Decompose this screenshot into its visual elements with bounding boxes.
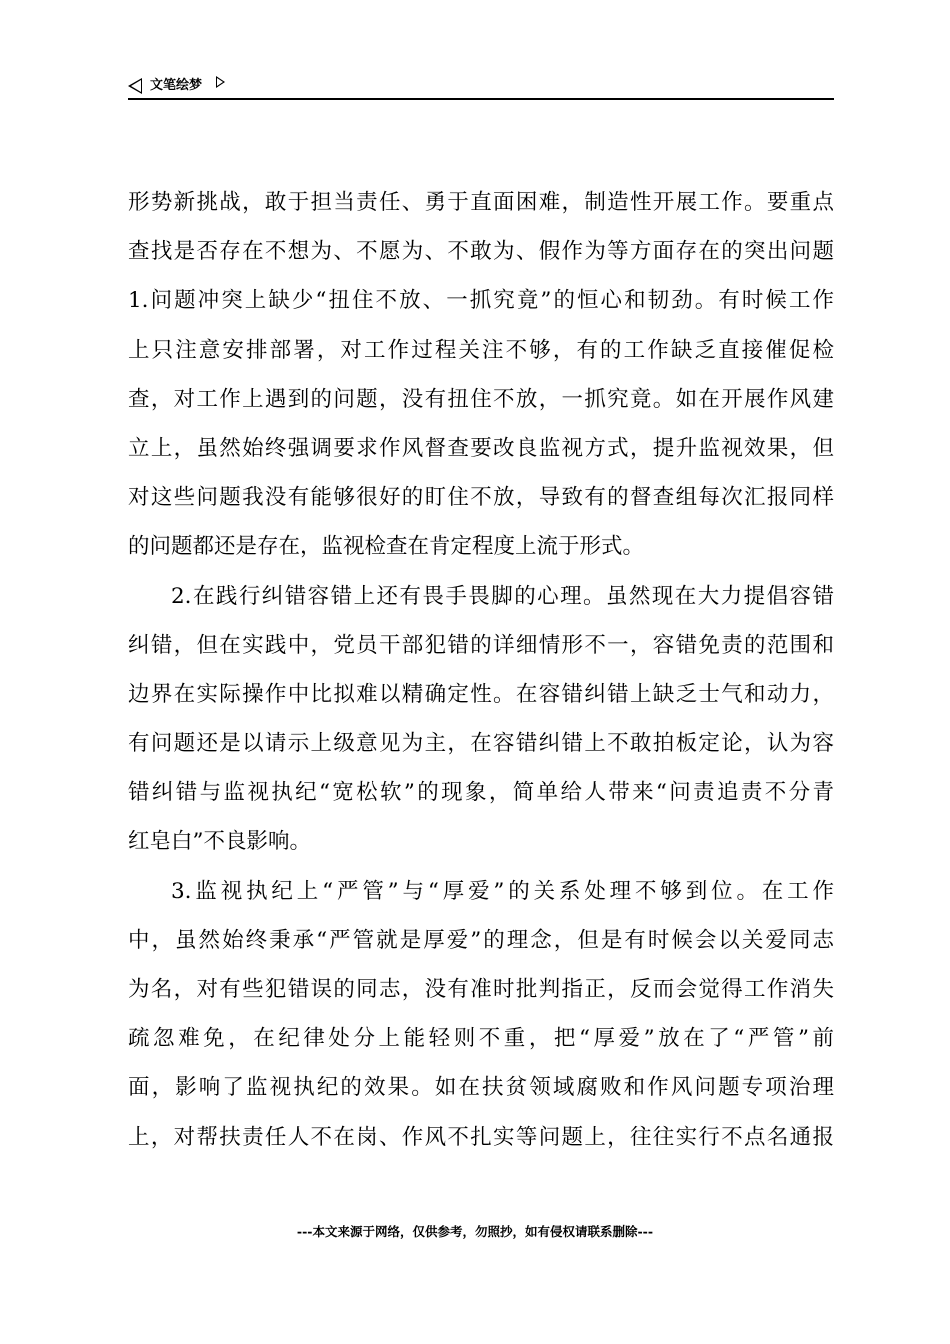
text-line: 为名，对有些犯错误的同志，没有准时批判指正，反而会觉得工作消失	[128, 977, 834, 1002]
text-line: 疏忽难免，在纪律处分上能轻则不重，把“厚爱”放在了“严管”前	[128, 1026, 834, 1052]
footer-disclaimer: ---本文来源于网络，仅供参考，勿照抄，如有侵权请联系删除---	[296, 1224, 654, 1239]
text-line: 上只注意安排部署，对工作过程关注不够，有的工作缺乏直接催促检	[128, 337, 834, 363]
header-brand: 文笔绘梦	[150, 78, 203, 93]
text-line: 3.监视执纪上“严管”与“厚爱”的关系处理不够到位。在工作	[171, 878, 834, 904]
text-line: 有问题还是以请示上级意见为主，在容错纠错上不敢拍板定论，认为容	[128, 731, 834, 757]
triangle-left-icon	[128, 78, 142, 94]
text-line: 纠错，但在实践中，党员干部犯错的详细情形不一，容错免责的范围和	[128, 632, 834, 658]
text-line: 的问题都还是存在，监视检查在肯定程度上流于形式。	[128, 534, 645, 560]
text-line: 立上，虽然始终强调要求作风督查要改良监视方式，提升监视效果，但	[128, 435, 834, 461]
text-line: 形势新挑战，敢于担当责任、勇于直面困难，制造性开展工作。要重点	[128, 190, 834, 215]
page-header	[128, 76, 834, 100]
text-line: 查找是否存在不想为、不愿为、不敢为、假作为等方面存在的突出问题	[128, 239, 834, 265]
text-line: 红皂白”不良影响。	[128, 829, 311, 855]
text-line: 面，影响了监视执纪的效果。如在扶贫领域腐败和作风问题专项治理	[128, 1075, 834, 1101]
text-line: 2.在践行纠错容错上还有畏手畏脚的心理。虽然现在大力提倡容错	[171, 583, 834, 609]
text-line: 1.问题冲突上缺少“扭住不放、一抓究竟”的恒心和韧劲。有时候工作	[128, 288, 834, 314]
text-line: 中，虽然始终秉承“严管就是厚爱”的理念，但是有时候会以关爱同志	[128, 927, 834, 953]
triangle-right-icon	[216, 76, 225, 88]
text-line: 查，对工作上遇到的问题，没有扭住不放，一抓究竟。如在开展作风建	[128, 386, 834, 412]
text-line: 边界在实际操作中比拟难以精确定性。在容错纠错上缺乏士气和动力，	[128, 681, 834, 707]
text-line: 错纠错与监视执纪“宽松软”的现象，简单给人带来“问责追责不分青	[128, 780, 834, 806]
text-line: 上，对帮扶责任人不在岗、作风不扎实等问题上，往往实行不点名通报	[128, 1124, 834, 1150]
document-body	[128, 184, 834, 1168]
text-line: 对这些问题我没有能够很好的盯住不放，导致有的督查组每次汇报同样	[128, 485, 834, 511]
